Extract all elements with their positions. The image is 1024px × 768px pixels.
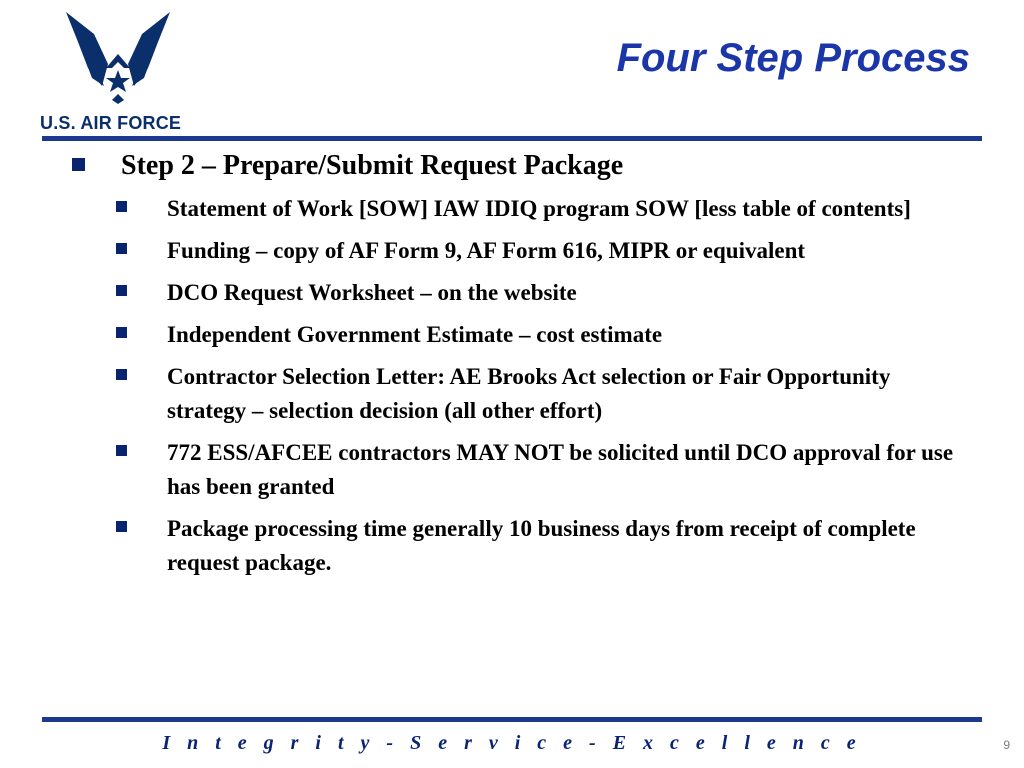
logo-wordmark: U.S. AIR FORCE	[40, 113, 182, 133]
square-bullet-icon	[116, 369, 127, 380]
list-item	[116, 436, 962, 504]
list-item	[116, 318, 962, 352]
list-item-text: 772 ESS/AFCEE contractors MAY NOT be solicited until DCO approval for use has been granted	[167, 440, 954, 499]
header-divider	[42, 136, 982, 141]
list-item	[116, 234, 962, 268]
main-bullet	[72, 150, 962, 182]
square-bullet-icon	[116, 445, 127, 456]
slide-title: Four Step Process	[616, 36, 970, 80]
list-item	[116, 192, 962, 226]
air-force-wings-icon	[64, 8, 172, 104]
square-bullet-icon	[116, 201, 127, 212]
list-item-text: Independent Government Estimate – cost estimate	[167, 322, 663, 347]
list-item	[116, 360, 962, 428]
sub-bullet-list	[72, 192, 962, 580]
square-bullet-icon	[116, 521, 127, 532]
square-bullet-icon	[116, 327, 127, 338]
list-item	[116, 512, 962, 580]
air-force-logo	[38, 8, 198, 132]
footer-motto: I n t e g r i t y - S e r v i c e - E x c e l l e n c e	[162, 732, 862, 754]
list-item-text: DCO Request Worksheet – on the website	[167, 280, 577, 305]
page-number: 9	[1003, 738, 1010, 752]
square-bullet-icon	[72, 158, 85, 171]
list-item-text: Statement of Work [SOW] IAW IDIQ program SOW [less table of contents]	[167, 196, 911, 221]
square-bullet-icon	[116, 285, 127, 296]
square-bullet-icon	[116, 243, 127, 254]
list-item	[116, 276, 962, 310]
list-item-text: Package processing time generally 10 business days from receipt of complete request package.	[167, 516, 916, 575]
main-bullet-text: Step 2 – Prepare/Submit Request Package	[121, 150, 624, 181]
list-item-text: Funding – copy of AF Form 9, AF Form 616, MIPR or equivalent	[167, 238, 806, 263]
slide-content	[72, 150, 962, 588]
footer-divider	[42, 717, 982, 722]
list-item-text: Contractor Selection Letter: AE Brooks Act selection or Fair Opportunity strategy – selection decision (all other effort)	[167, 364, 891, 423]
